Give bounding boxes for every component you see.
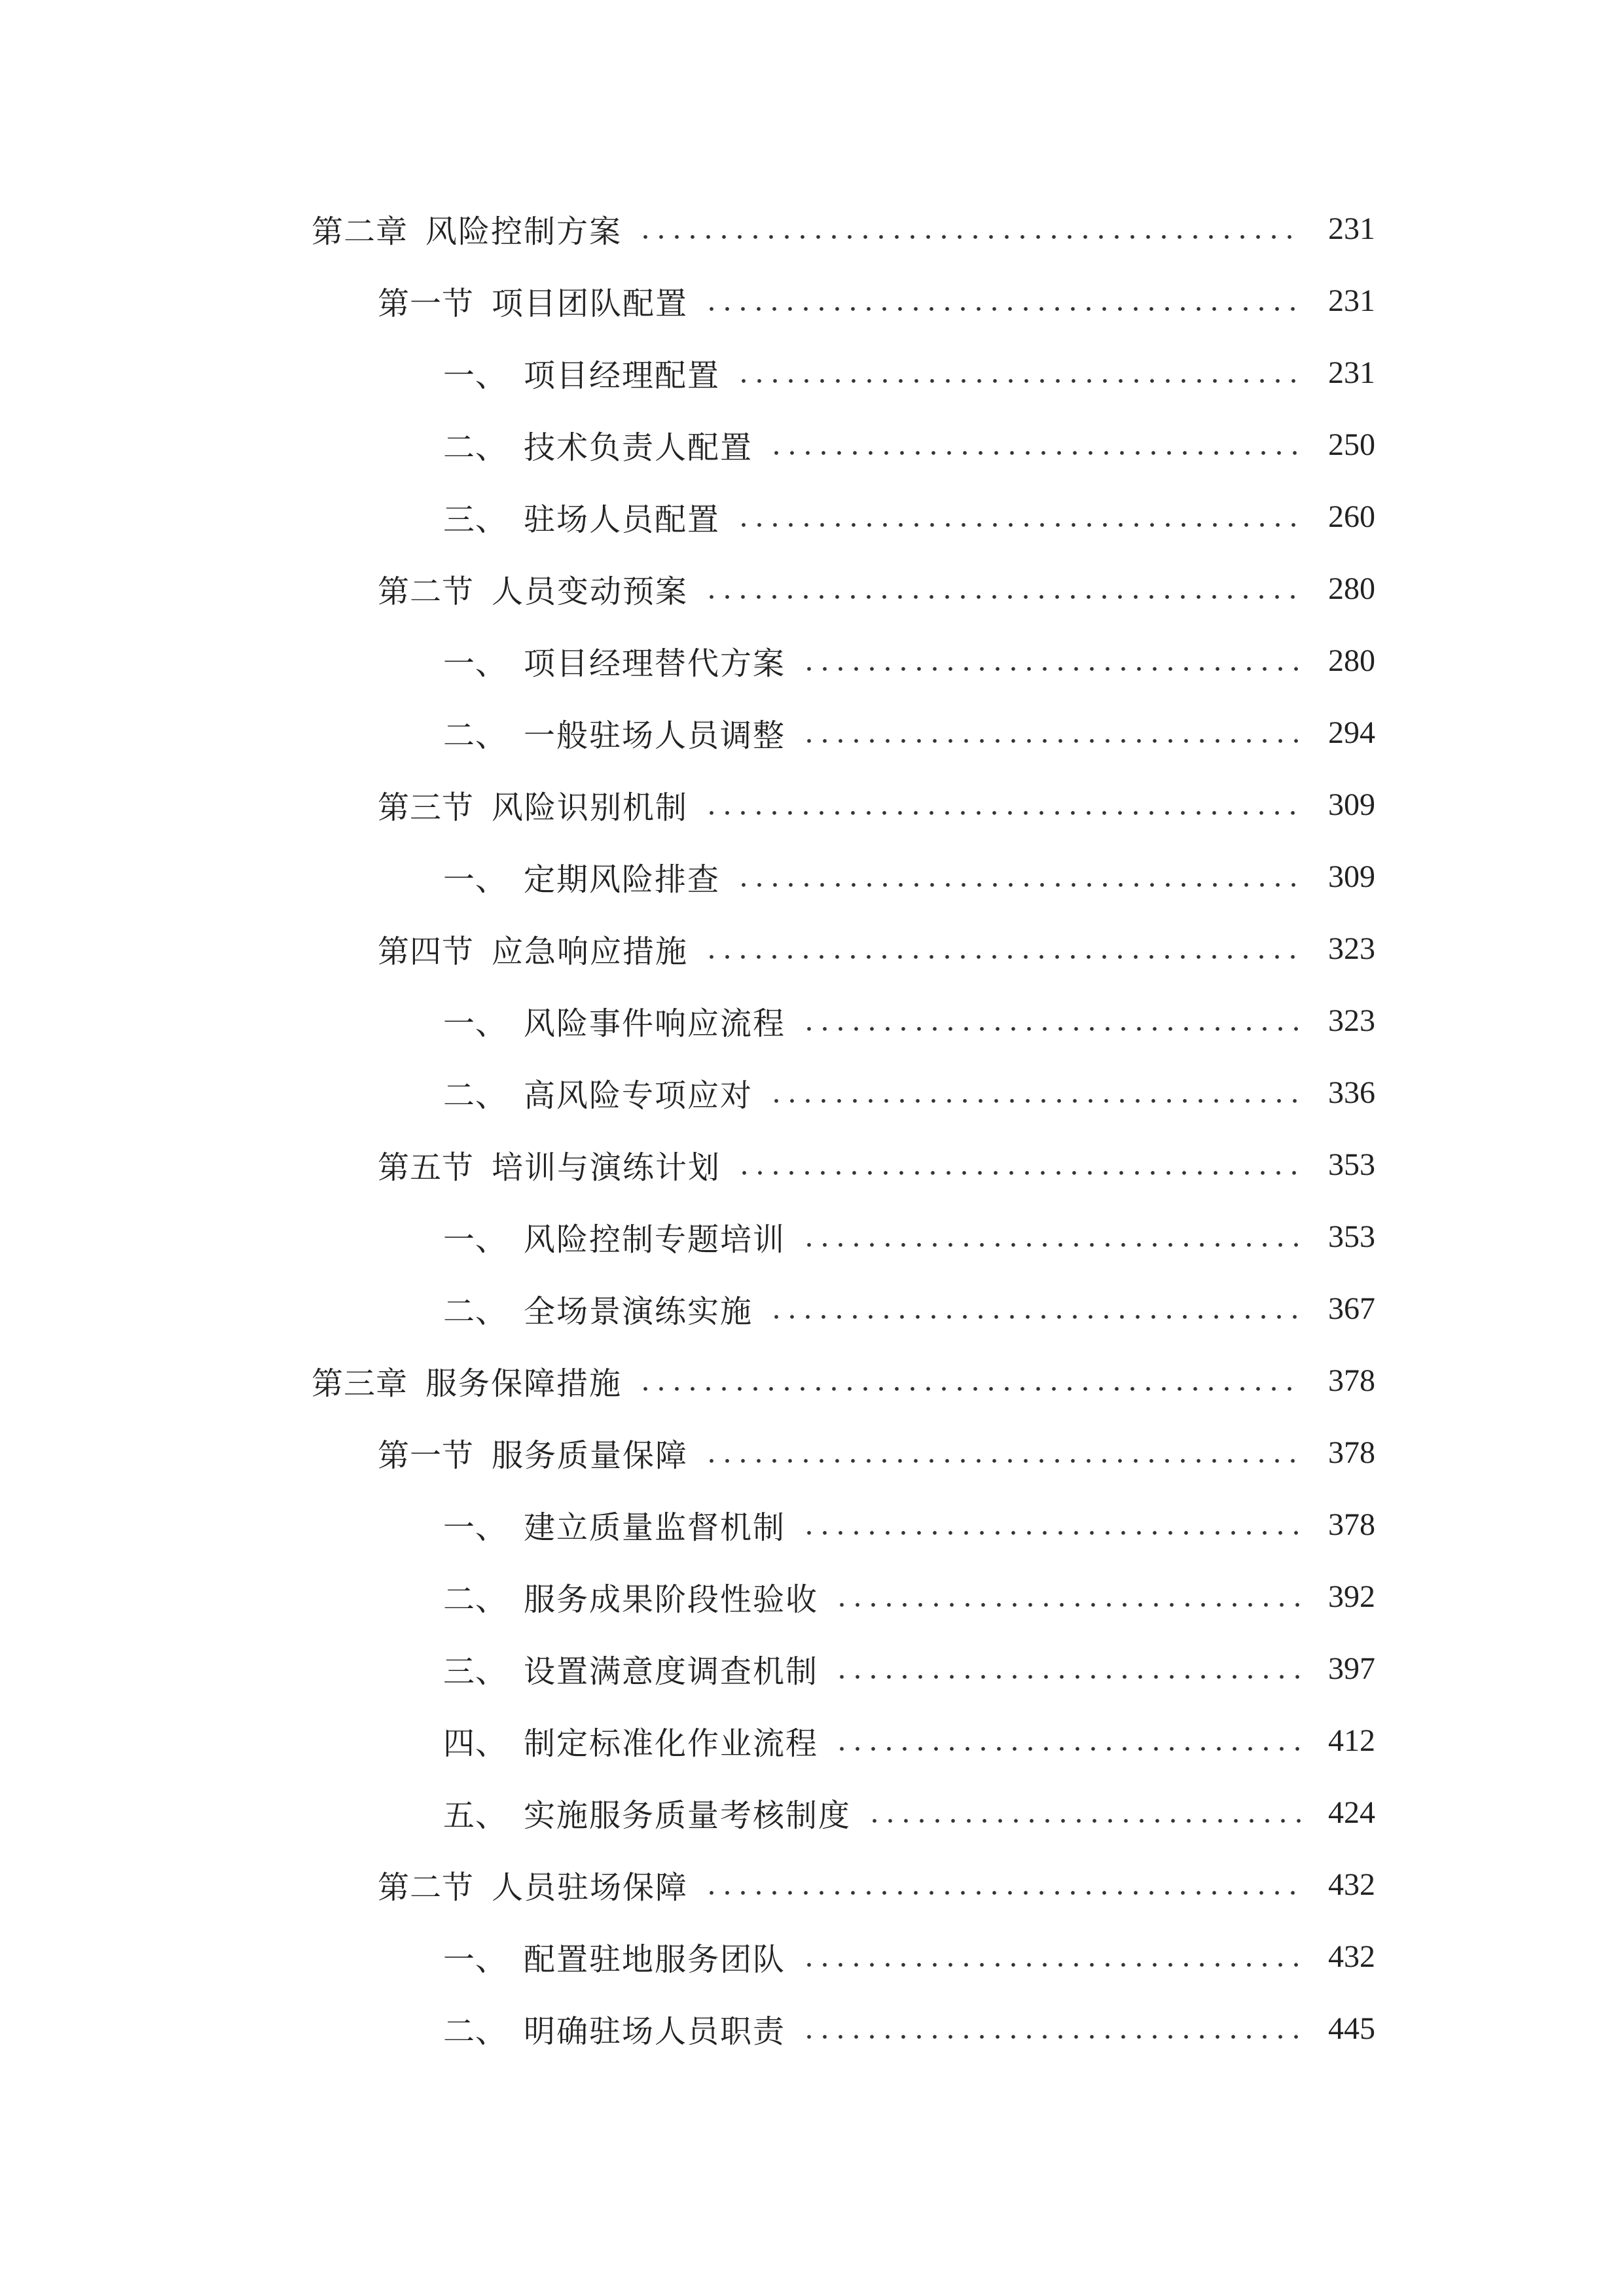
dot-leader	[704, 768, 1303, 840]
section-number: 第二节	[378, 1870, 475, 1905]
item-number: 二、	[443, 1294, 508, 1329]
page-number: 445	[1328, 2011, 1375, 2046]
dot-leader	[801, 1488, 1303, 1560]
item-number: 三、	[443, 502, 508, 537]
item-number: 五、	[443, 1798, 508, 1833]
toc-item-entry	[0, 1704, 1624, 1776]
item-title: 定期风险排查	[524, 862, 721, 897]
toc-section-entry	[0, 1848, 1624, 1920]
page-number: 231	[1328, 355, 1375, 390]
item-title: 驻场人员配置	[524, 502, 721, 537]
chapter-number: 第二章	[312, 214, 408, 249]
table-of-contents	[0, 192, 1624, 2064]
dot-leader	[736, 1128, 1303, 1200]
item-title: 一般驻场人员调整	[524, 718, 786, 753]
section-number: 第一节	[378, 1438, 475, 1473]
toc-item-entry	[0, 1920, 1624, 1992]
chapter-number: 第三章	[312, 1366, 408, 1401]
page-number: 309	[1328, 787, 1375, 822]
section-number: 第五节	[378, 1150, 475, 1185]
section-title: 应急响应措施	[492, 934, 689, 969]
item-number: 二、	[443, 2014, 508, 2049]
dot-leader	[736, 336, 1303, 408]
toc-item-entry	[0, 624, 1624, 696]
toc-item-entry	[0, 1632, 1624, 1704]
item-number: 二、	[443, 718, 508, 753]
dot-leader	[834, 1704, 1303, 1776]
toc-item-entry	[0, 408, 1624, 480]
chapter-title: 服务保障措施	[425, 1366, 623, 1401]
item-number: 一、	[443, 1510, 508, 1545]
page-number: 432	[1328, 1867, 1375, 1902]
section-title: 风险识别机制	[492, 790, 689, 825]
toc-section-entry	[0, 264, 1624, 336]
item-number: 一、	[443, 1942, 508, 1977]
section-title: 培训与演练计划	[492, 1150, 721, 1185]
toc-item-entry	[0, 1200, 1624, 1272]
page-number: 378	[1328, 1435, 1375, 1470]
page-number: 378	[1328, 1363, 1375, 1398]
item-number: 四、	[443, 1726, 508, 1761]
toc-item-entry	[0, 696, 1624, 768]
item-title: 技术负责人配置	[524, 430, 753, 465]
page-number: 231	[1328, 283, 1375, 318]
item-title: 设置满意度调查机制	[524, 1654, 819, 1689]
item-number: 三、	[443, 1654, 508, 1689]
item-number: 二、	[443, 430, 508, 465]
dot-leader	[768, 1056, 1303, 1128]
toc-item-entry	[0, 1560, 1624, 1632]
section-number: 第一节	[378, 286, 475, 321]
item-title: 建立质量监督机制	[524, 1510, 786, 1545]
toc-item-entry	[0, 1272, 1624, 1344]
dot-leader	[638, 192, 1303, 264]
item-title: 制定标准化作业流程	[524, 1726, 819, 1761]
dot-leader	[801, 1200, 1303, 1272]
section-number: 第二节	[378, 574, 475, 609]
dot-leader	[736, 480, 1303, 552]
item-number: 一、	[443, 862, 508, 897]
section-title: 人员变动预案	[492, 574, 689, 609]
dot-leader	[704, 1848, 1303, 1920]
item-title: 服务成果阶段性验收	[524, 1582, 819, 1617]
item-number: 二、	[443, 1078, 508, 1113]
toc-section-entry	[0, 552, 1624, 624]
page-number: 323	[1328, 931, 1375, 966]
toc-chapter-entry	[0, 192, 1624, 264]
item-title: 明确驻场人员职责	[524, 2014, 786, 2049]
item-title: 配置驻地服务团队	[524, 1942, 786, 1977]
page-number: 392	[1328, 1579, 1375, 1614]
page-number: 260	[1328, 499, 1375, 534]
toc-item-entry	[0, 1776, 1624, 1848]
page-number: 378	[1328, 1507, 1375, 1542]
toc-item-entry	[0, 1056, 1624, 1128]
dot-leader	[768, 1272, 1303, 1344]
item-title: 风险控制专题培训	[524, 1222, 786, 1257]
page-number: 309	[1328, 859, 1375, 894]
item-number: 一、	[443, 1222, 508, 1257]
dot-leader	[801, 696, 1303, 768]
page-number: 323	[1328, 1003, 1375, 1038]
dot-leader	[801, 1992, 1303, 2064]
toc-item-entry	[0, 336, 1624, 408]
dot-leader	[704, 1416, 1303, 1488]
dot-leader	[736, 840, 1303, 912]
item-number: 一、	[443, 358, 508, 393]
toc-section-entry	[0, 1128, 1624, 1200]
dot-leader	[834, 1632, 1303, 1704]
toc-item-entry	[0, 840, 1624, 912]
section-number: 第四节	[378, 934, 475, 969]
dot-leader	[801, 624, 1303, 696]
page-number: 294	[1328, 715, 1375, 750]
item-number: 一、	[443, 1006, 508, 1041]
toc-item-entry	[0, 1488, 1624, 1560]
item-title: 全场景演练实施	[524, 1294, 753, 1329]
dot-leader	[704, 912, 1303, 984]
toc-section-entry	[0, 768, 1624, 840]
section-number: 第三节	[378, 790, 475, 825]
page-number: 424	[1328, 1795, 1375, 1830]
section-title: 服务质量保障	[492, 1438, 689, 1473]
dot-leader	[801, 984, 1303, 1056]
toc-item-entry	[0, 1992, 1624, 2064]
toc-chapter-entry	[0, 1344, 1624, 1416]
dot-leader	[801, 1920, 1303, 1992]
toc-item-entry	[0, 480, 1624, 552]
page-number: 231	[1328, 211, 1375, 246]
item-title: 项目经理配置	[524, 358, 721, 393]
dot-leader	[768, 408, 1303, 480]
item-title: 高风险专项应对	[524, 1078, 753, 1113]
item-title: 风险事件响应流程	[524, 1006, 786, 1041]
toc-item-entry	[0, 984, 1624, 1056]
dot-leader	[834, 1560, 1303, 1632]
dot-leader	[867, 1776, 1303, 1848]
chapter-title: 风险控制方案	[425, 214, 623, 249]
item-number: 一、	[443, 646, 508, 681]
page-number: 397	[1328, 1651, 1375, 1686]
page-number: 353	[1328, 1147, 1375, 1182]
section-title: 项目团队配置	[492, 286, 689, 321]
item-title: 项目经理替代方案	[524, 646, 786, 681]
dot-leader	[638, 1344, 1303, 1416]
page-number: 280	[1328, 571, 1375, 606]
page-number: 412	[1328, 1723, 1375, 1758]
toc-section-entry	[0, 1416, 1624, 1488]
page-number: 280	[1328, 643, 1375, 678]
page-number: 432	[1328, 1939, 1375, 1974]
section-title: 人员驻场保障	[492, 1870, 689, 1905]
toc-section-entry	[0, 912, 1624, 984]
page-number: 367	[1328, 1291, 1375, 1326]
dot-leader	[704, 552, 1303, 624]
dot-leader	[704, 264, 1303, 336]
item-number: 二、	[443, 1582, 508, 1617]
page-number: 353	[1328, 1219, 1375, 1254]
item-title: 实施服务质量考核制度	[524, 1798, 852, 1833]
page-number: 336	[1328, 1075, 1375, 1110]
page-number: 250	[1328, 427, 1375, 462]
